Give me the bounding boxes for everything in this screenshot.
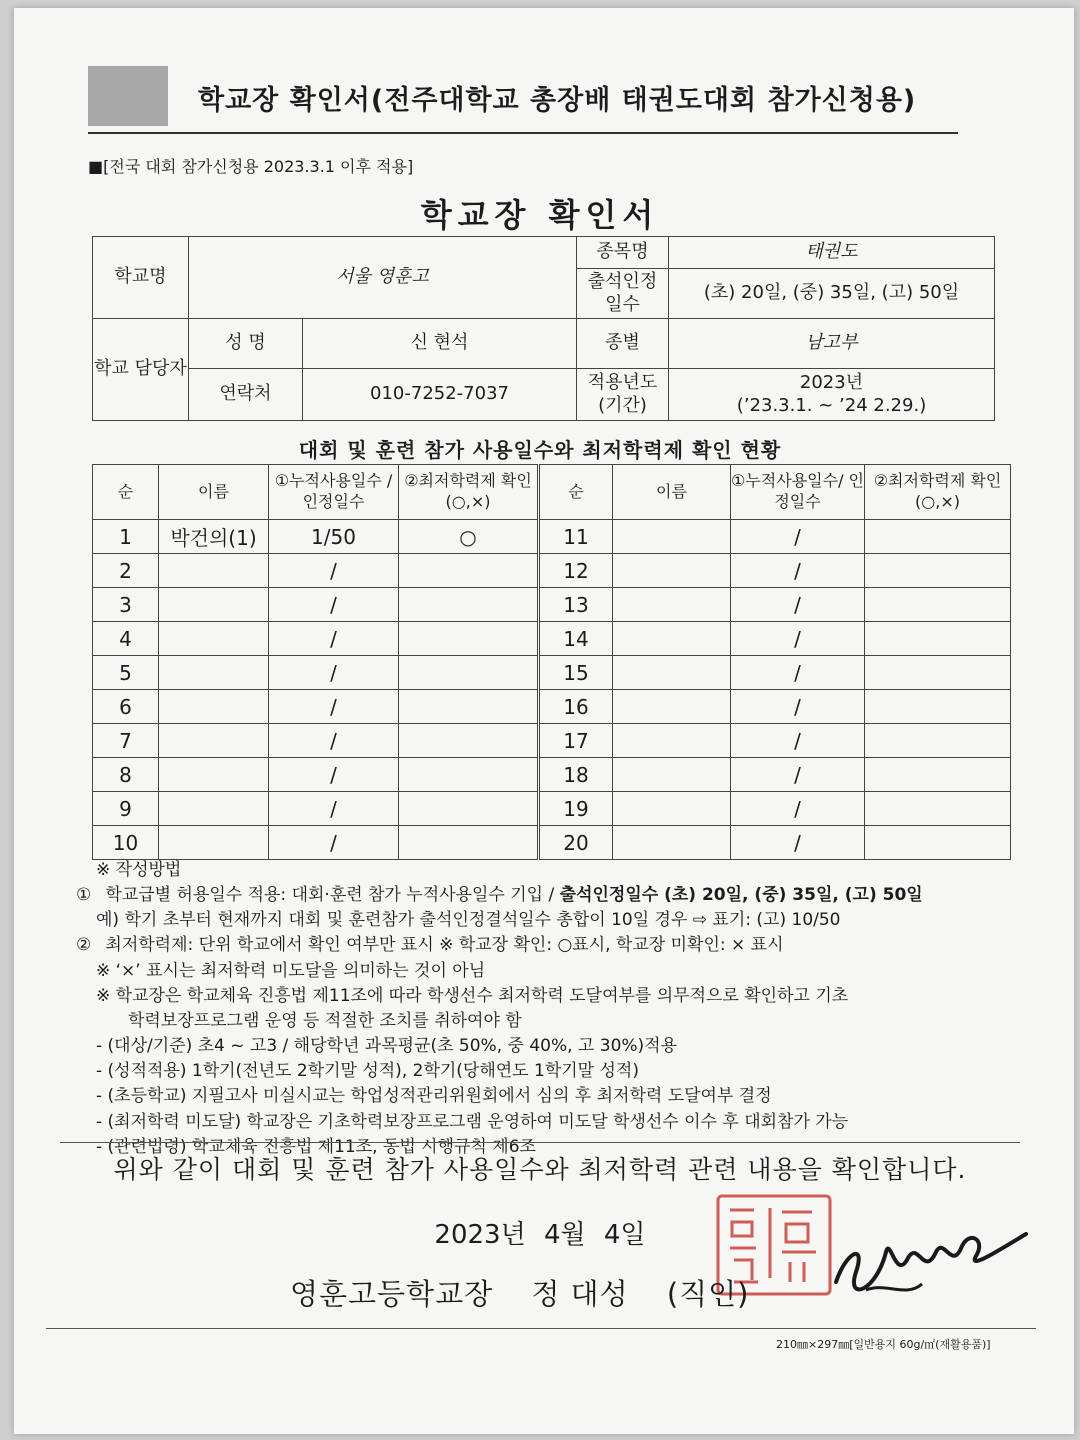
row-name bbox=[159, 792, 269, 826]
row-name bbox=[159, 588, 269, 622]
row-check bbox=[399, 826, 539, 860]
row-check bbox=[399, 656, 539, 690]
row-no: 20 bbox=[539, 826, 613, 860]
year-value: 2023년 bbox=[799, 372, 864, 393]
banner-title: 학교장 확인서(전주대학교 총장배 태권도대회 참가신청용) bbox=[198, 85, 917, 116]
banner-gray-box bbox=[88, 66, 168, 126]
bullet-grades: - (성적적용) 1학기(전년도 2학기말 성적), 2학기(당해연도 1학기말 성적) bbox=[96, 1061, 639, 1082]
instruction-2-note-1: ※ ‘×’ 표시는 최저학력 미도달을 의미하는 것이 아님 bbox=[96, 960, 486, 981]
row-days: / bbox=[731, 826, 865, 860]
header-no-left: 순 bbox=[93, 465, 159, 520]
row-no: 16 bbox=[539, 690, 613, 724]
row-check bbox=[399, 588, 539, 622]
row-name bbox=[613, 656, 731, 690]
bullet-elementary: - (초등학교) 지필고사 미실시교는 학업성적관리위원회에서 심의 후 최저학력 도달여부 결정 bbox=[96, 1086, 772, 1107]
table-row bbox=[93, 622, 1011, 656]
table-row bbox=[93, 656, 1011, 690]
bullet-target: - (대상/기준) 초4 ~ 고3 / 해당학년 과목평균(초 50%, 중 40%, 고 30%)적용 bbox=[96, 1036, 678, 1057]
row-check bbox=[865, 758, 1011, 792]
records-table bbox=[92, 464, 1011, 860]
row-check bbox=[399, 690, 539, 724]
principal-school: 영훈고등학교장 bbox=[290, 1277, 494, 1311]
divider bbox=[60, 1142, 1020, 1143]
row-check bbox=[399, 622, 539, 656]
contact-label: 연락처 bbox=[189, 369, 303, 421]
row-name: 박건의(1) bbox=[159, 520, 269, 554]
row-name bbox=[159, 622, 269, 656]
row-days: / bbox=[731, 792, 865, 826]
row-check bbox=[865, 656, 1011, 690]
row-name bbox=[159, 724, 269, 758]
school-info-table bbox=[92, 236, 995, 421]
row-no: 15 bbox=[539, 656, 613, 690]
attendance-value: (초) 20일, (중) 35일, (고) 50일 bbox=[669, 269, 995, 319]
row-days: / bbox=[731, 554, 865, 588]
event-label: 종목명 bbox=[577, 237, 669, 269]
row-days: / bbox=[731, 588, 865, 622]
row-days: / bbox=[269, 758, 399, 792]
school-name: 서울 영훈고 bbox=[189, 237, 577, 319]
main-title: 학교장 확인서 bbox=[420, 196, 660, 234]
header-no-right: 순 bbox=[539, 465, 613, 520]
row-no: 10 bbox=[93, 826, 159, 860]
year-label: 적용년도 (기간) bbox=[577, 369, 669, 421]
year-cell bbox=[669, 369, 995, 421]
row-no: 1 bbox=[93, 520, 159, 554]
bottom-divider bbox=[46, 1328, 1036, 1329]
division-label: 종별 bbox=[577, 319, 669, 369]
row-name bbox=[613, 520, 731, 554]
row-name bbox=[613, 588, 731, 622]
instruction-1 bbox=[76, 883, 1046, 908]
instructions-heading: ※ 작성방법 bbox=[96, 860, 182, 880]
row-no: 7 bbox=[93, 724, 159, 758]
header-name-right: 이름 bbox=[613, 465, 731, 520]
table-row bbox=[93, 792, 1011, 826]
row-name bbox=[159, 690, 269, 724]
row-check bbox=[865, 826, 1011, 860]
instruction-1-mark: ① bbox=[76, 885, 92, 906]
principal-name: 정 대성 bbox=[531, 1277, 629, 1311]
row-no: 6 bbox=[93, 690, 159, 724]
school-label: 학교명 bbox=[93, 237, 189, 319]
row-no: 9 bbox=[93, 792, 159, 826]
instruction-2-note-2: ※ 학교장은 학교체육 진흥법 제11조에 따라 학생선수 최저학력 도달여부를 의무적으로 확인하고 기초 bbox=[96, 985, 849, 1006]
row-name bbox=[613, 690, 731, 724]
row-check bbox=[399, 554, 539, 588]
row-name bbox=[613, 826, 731, 860]
header-days-right: ①누적사용일수/ 인정일수 bbox=[731, 465, 865, 520]
row-name bbox=[159, 758, 269, 792]
row-name bbox=[613, 622, 731, 656]
table-row bbox=[93, 690, 1011, 724]
bullet-not-reached: - (최저학력 미도달) 학교장은 기초학력보장프로그램 운영하여 미도달 학생선수 이수 후 대회참가 가능 bbox=[96, 1111, 849, 1132]
table-row bbox=[93, 588, 1011, 622]
row-check bbox=[865, 554, 1011, 588]
table-row bbox=[93, 758, 1011, 792]
confirmation-text: 위와 같이 대회 및 훈련 참가 사용일수와 최저학력 관련 내용을 확인합니다. bbox=[113, 1155, 967, 1184]
row-check bbox=[865, 724, 1011, 758]
instruction-2-mark: ② bbox=[76, 935, 92, 956]
row-name bbox=[159, 554, 269, 588]
row-days: / bbox=[731, 690, 865, 724]
row-no: 13 bbox=[539, 588, 613, 622]
row-days: / bbox=[731, 520, 865, 554]
table-row bbox=[93, 826, 1011, 860]
principal-line bbox=[290, 1272, 777, 1313]
row-no: 3 bbox=[93, 588, 159, 622]
section-title: 대회 및 훈련 참가 사용일수와 최저학력제 확인 현황 bbox=[298, 438, 782, 462]
row-days: / bbox=[269, 656, 399, 690]
table-row bbox=[93, 724, 1011, 758]
manager-name: 신 현석 bbox=[303, 319, 577, 369]
instructions-section bbox=[76, 858, 1046, 1160]
row-check bbox=[399, 758, 539, 792]
attendance-label: 출석인정 일수 bbox=[577, 269, 669, 319]
manager-label: 학교 담당자 bbox=[93, 319, 189, 421]
row-no: 5 bbox=[93, 656, 159, 690]
contact-value: 010-7252-7037 bbox=[303, 369, 577, 421]
row-no: 17 bbox=[539, 724, 613, 758]
row-no: 14 bbox=[539, 622, 613, 656]
row-days: / bbox=[731, 656, 865, 690]
row-days: / bbox=[269, 792, 399, 826]
instruction-2-note-3: 학력보장프로그램 운영 등 적절한 조치를 취하여야 함 bbox=[128, 1010, 522, 1031]
row-name bbox=[159, 656, 269, 690]
row-name bbox=[613, 724, 731, 758]
row-no: 18 bbox=[539, 758, 613, 792]
row-check bbox=[865, 690, 1011, 724]
instruction-1-example: 예) 학기 초부터 현재까지 대회 및 훈련참가 출석인정결석일수 총합이 10일 경우 ⇨ 표기: (고) 10/50 bbox=[96, 910, 841, 931]
row-name bbox=[159, 826, 269, 860]
header-check-left: ②최저학력제 확인(○,×) bbox=[399, 465, 539, 520]
instruction-1-bold: 출석인정일수 (초) 20일, (중) 35일, (고) 50일 bbox=[559, 885, 923, 906]
row-days: / bbox=[731, 724, 865, 758]
row-no: 11 bbox=[539, 520, 613, 554]
row-days: 1/50 bbox=[269, 520, 399, 554]
row-no: 12 bbox=[539, 554, 613, 588]
row-name bbox=[613, 554, 731, 588]
row-check bbox=[865, 622, 1011, 656]
issue-date: 2023년 4월 4일 bbox=[434, 1220, 646, 1250]
paper-spec: 210㎜×297㎜[일반용지 60g/㎡(재활용품)] bbox=[776, 1338, 991, 1351]
row-days: / bbox=[731, 622, 865, 656]
row-check bbox=[399, 792, 539, 826]
instruction-1-text: 학교급별 허용일수 적용: 대회·훈련 참가 누적사용일수 기입 / bbox=[105, 885, 555, 906]
instruction-2-text: 최저학력제: 단위 학교에서 확인 여부만 표시 ※ 학교장 확인: ○표시, 학교장 미확인: × 표시 bbox=[105, 935, 784, 956]
row-check bbox=[399, 724, 539, 758]
row-days: / bbox=[269, 622, 399, 656]
table-row bbox=[93, 554, 1011, 588]
row-check: ○ bbox=[399, 520, 539, 554]
row-check bbox=[865, 520, 1011, 554]
row-no: 4 bbox=[93, 622, 159, 656]
row-no: 19 bbox=[539, 792, 613, 826]
event-value: 태권도 bbox=[669, 237, 995, 269]
row-no: 2 bbox=[93, 554, 159, 588]
row-days: / bbox=[269, 724, 399, 758]
applicable-note: ■[전국 대회 참가신청용 2023.3.1 이후 적용] bbox=[88, 157, 414, 176]
document-banner bbox=[88, 62, 958, 134]
row-check bbox=[865, 792, 1011, 826]
header-name-left: 이름 bbox=[159, 465, 269, 520]
table-row bbox=[93, 520, 1011, 554]
row-name bbox=[613, 792, 731, 826]
period-value: (’23.3.1. ~ ’24 2.29.) bbox=[736, 394, 927, 416]
seal-label: (직인) bbox=[666, 1277, 750, 1311]
row-days: / bbox=[269, 826, 399, 860]
row-days: / bbox=[269, 690, 399, 724]
row-days: / bbox=[269, 554, 399, 588]
header-days-left: ①누적사용일수 /인정일수 bbox=[269, 465, 399, 520]
division-value: 남고부 bbox=[669, 319, 995, 369]
name-label: 성 명 bbox=[189, 319, 303, 369]
instruction-2 bbox=[76, 933, 1046, 958]
header-check-right: ②최저학력제 확인(○,×) bbox=[865, 465, 1011, 520]
row-days: / bbox=[731, 758, 865, 792]
row-no: 8 bbox=[93, 758, 159, 792]
signature-icon bbox=[826, 1212, 1036, 1302]
row-days: / bbox=[269, 588, 399, 622]
row-check bbox=[865, 588, 1011, 622]
bullet-law: - (관련법령) 학교체육 진흥법 제11조, 동법 시행규칙 제6조 bbox=[96, 1136, 536, 1157]
row-name bbox=[613, 758, 731, 792]
